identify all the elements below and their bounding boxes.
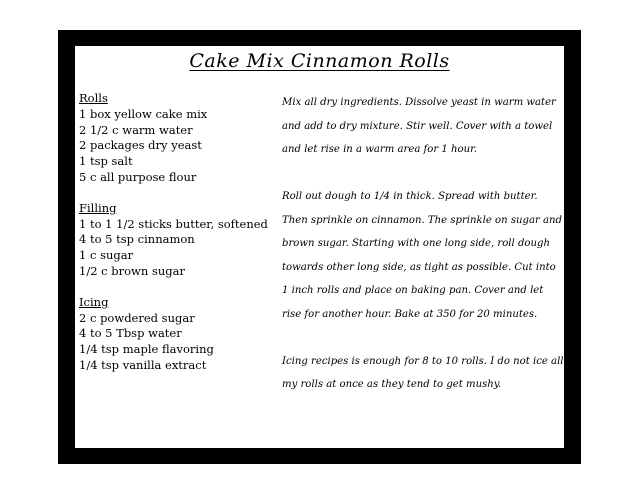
ingredients-section-filling [79,201,275,280]
ingredient-item: 1 tsp salt [79,154,133,169]
ingredient-item: 2 c powdered sugar [79,310,195,325]
ingredient-item: 1/4 tsp maple flavoring [79,342,214,357]
recipe-title: Cake Mix Cinnamon Rolls [189,50,450,72]
ingredient-item: 1 box yellow cake mix [79,106,208,121]
recipe-card-border [58,30,581,464]
ingredients-section-icing [79,295,275,374]
ingredient-item: 1/2 c brown sugar [79,263,185,278]
section-heading-filling: Filling [79,200,117,215]
ingredient-item: 4 to 5 Tbsp water [79,326,182,341]
ingredients-column [79,91,275,389]
recipe-card [75,46,564,448]
ingredient-item: 1 to 1 1/2 sticks butter, softened [79,216,268,231]
ingredient-item: 1 c sugar [79,248,134,263]
ingredient-item: 5 c all purpose flour [79,169,197,184]
ingredient-item: 1/4 tsp vanilla extract [79,357,207,372]
instruction-paragraph: Icing recipes is enough for 8 to 10 rolls. I do not ice all my rolls at once as they tend to get mushy. [282,355,564,390]
instructions-column [282,91,564,420]
ingredient-item: 4 to 5 tsp cinnamon [79,232,195,247]
ingredients-section-rolls [79,91,275,186]
ingredient-item: 2 1/2 c warm water [79,122,193,137]
section-heading-icing: Icing [79,294,109,309]
section-heading-rolls: Rolls [79,91,108,105]
ingredient-item: 2 packages dry yeast [79,138,202,153]
instruction-paragraph: Roll out dough to 1/4 in thick. Spread with butter. Then sprinkle on cinnamon. The sprinkle on sugar and brown sugar. Starting with one long side, roll dough towards other long side, as tight as possible. Cut into 1 inch rolls and place on baking pan. Cover and let rise for another hour. Bake at 350 for 20 minutes. [282,191,562,320]
instruction-paragraph: Mix all dry ingredients. Dissolve yeast in warm water and add to dry mixture. Stir well. Cover with a towel and let rise in a warm area for 1 hour. [282,97,556,155]
